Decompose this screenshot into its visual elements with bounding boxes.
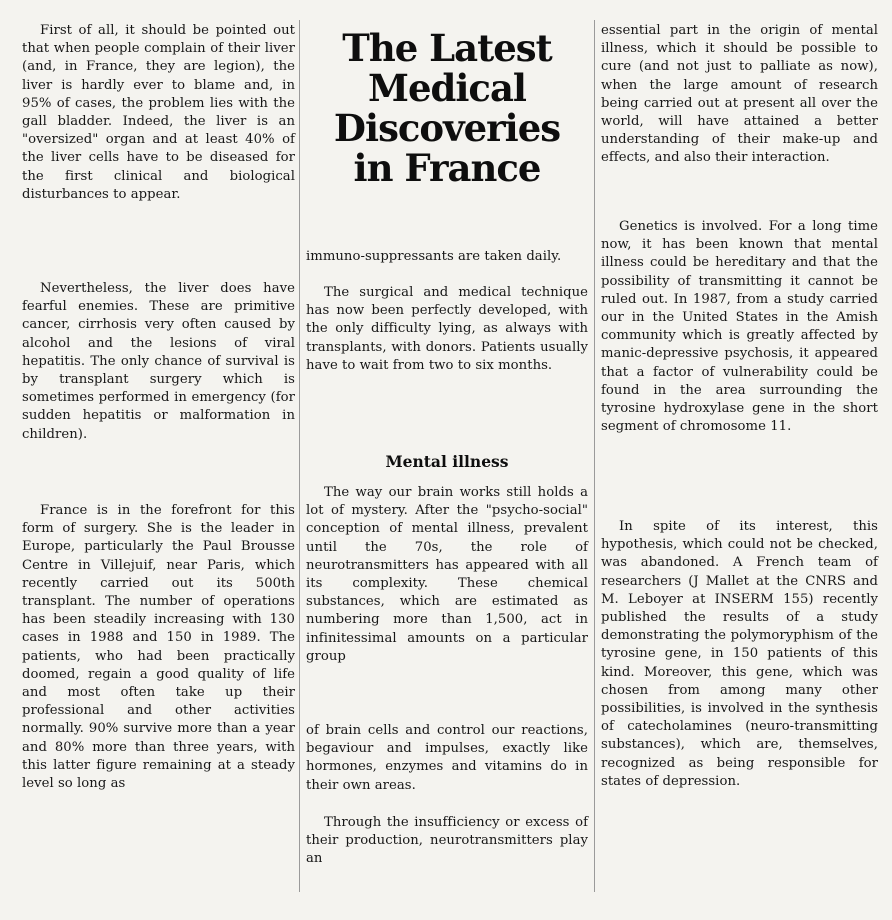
section-subheading: Mental illness xyxy=(385,452,509,471)
column-divider xyxy=(299,20,300,892)
headline-line: Discoveries xyxy=(333,106,561,150)
paragraph: Nevertheless, the liver does have fearful enemies. These are primitive cancer, cirrhosis very often caused by alcohol and the lesions of viral hepatitis. The only chance of survival is by transplant surgery which is sometimes performed in emergency (for sudden hepatitis or malformation in children). xyxy=(22,281,295,442)
paragraph: The surgical and medical technique has now been perfectly developed, with the only difficulty lying, as always with transplants, with donors. Patients usually have to wait from two to six months. xyxy=(306,285,588,373)
headline-line: Medical xyxy=(368,66,526,110)
article-headline xyxy=(306,28,588,188)
paragraph: Through the insufficiency or excess of their production, neurotransmitters play an xyxy=(306,815,588,867)
paragraph: immuno-suppressants are taken daily. xyxy=(306,249,562,264)
column-divider xyxy=(594,20,595,892)
paragraph: First of all, it should be pointed out that when people complain of their liver (and, in France, they are legion), the liver is hardly ever to blame and, in 95% of cases, the problem lies with the gall bladder. Indeed, the liver is an "oversized" organ and at least 40% of the liver cells have to be diseased for the first clinical and biological disturbances to appear. xyxy=(22,23,295,202)
paragraph: essential part in the origin of mental illness, which it should be possible to cure (and not just to palliate as now), when the large amount of research being carried out at present all over the world, will have attained a better understanding of their make-up and effects, and also their interaction. xyxy=(601,23,878,166)
paragraph: of brain cells and control our reactions, begaviour and impulses, exactly like hormones, enzymes and vitamins do in their own areas. xyxy=(306,723,588,793)
paragraph: In spite of its interest, this hypothesis, which could not be checked, was abandoned. A French team of researchers (J Mallet at the CNRS and M. Leboyer at INSERM 155) recently published the results of a study demonstrating the polymoryphism of the tyrosine gene, in 150 patients of this kind. Moreover, this gene, which was chosen from among many other possibilities, is involved in the synthesis of catecholamines (neuro-transmitting substances), which are, themselves, recognized as being responsible for states of depression. xyxy=(601,519,878,789)
headline-line: The Latest xyxy=(342,26,552,70)
paragraph: Genetics is involved. For a long time now, it has been known that mental illness could be hereditary and that the possibility of transmitting it cannot be ruled out. In 1987, from a study carried our in the United States in the Amish community which is greatly affected by manic-depressive psychosis, it appeared that a factor of vulnerability could be found in the area surrounding the tyrosine hydroxylase gene in the short segment of chromosome 11. xyxy=(601,219,878,435)
paragraph: The way our brain works still holds a lot of mystery. After the "psycho-social" conception of mental illness, prevalent until the 70s, the role of neurotransmitters has appeared with all its complexity. These chemical substances, which are estimated as numbering more than 1,500, act in infinitessimal amounts on a particular group xyxy=(306,485,588,664)
paragraph: France is in the forefront for this form of surgery. She is the leader in Europe, particularly the Paul Brousse Centre in Villejuif, near Paris, which recently carried out its 500th transplant. The number of operations has been steadily increasing with 130 cases in 1988 and 150 in 1989. The patients, who had been practically doomed, regain a good quality of life and most often take up their professional and other activities normally. 90% survive more than a year and 80% more than three years, with this latter figure remaining at a steady level so long as xyxy=(22,503,295,792)
headline-line: in France xyxy=(353,146,541,190)
